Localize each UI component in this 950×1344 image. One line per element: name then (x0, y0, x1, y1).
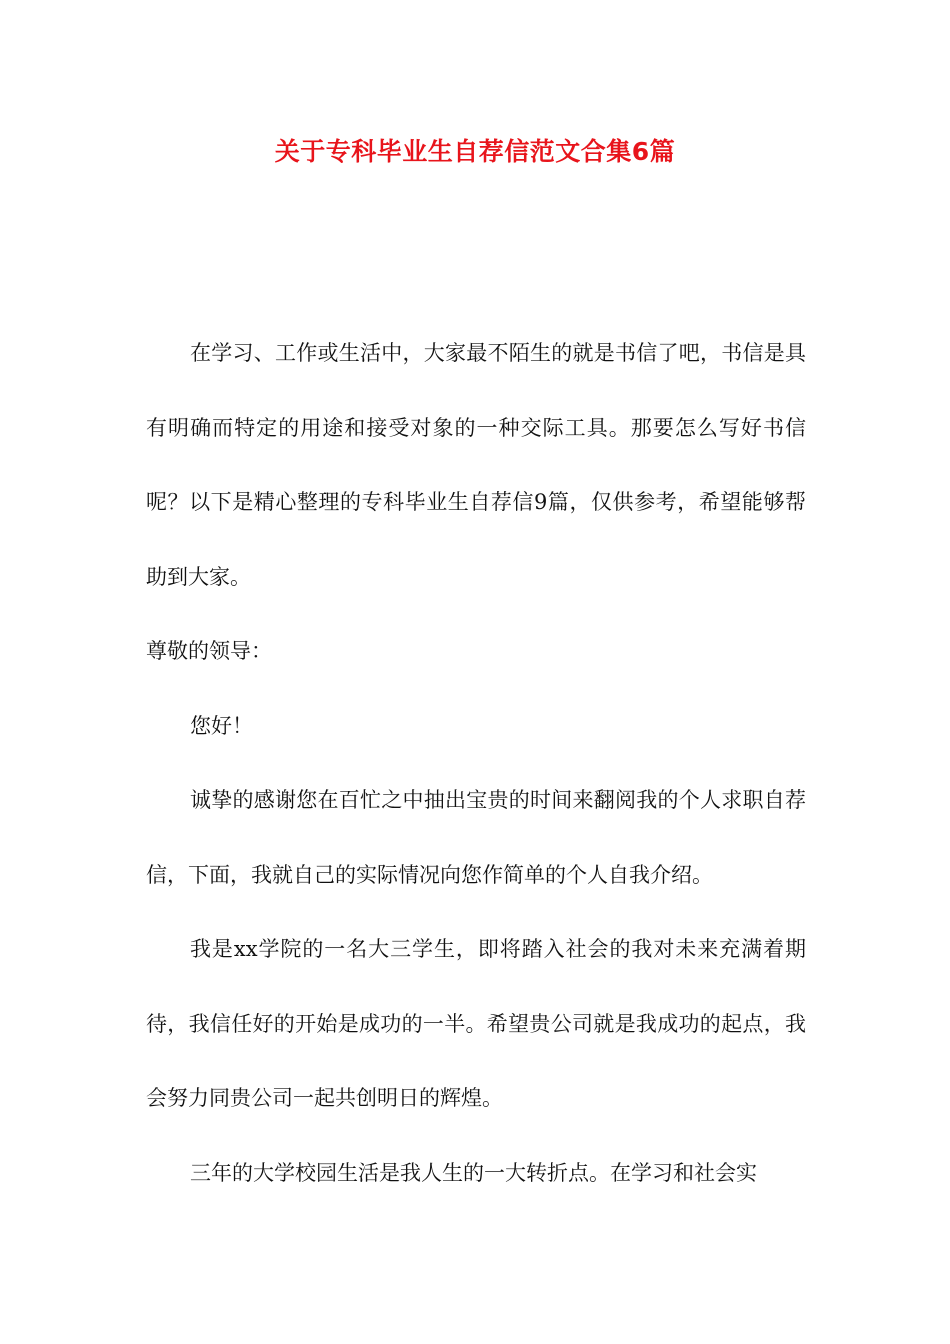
paragraph-intro: 在学习、工作或生活中，大家最不陌生的就是书信了吧，书信是具有明确而特定的用途和接受对象的一种交际工具。那要怎么写好书信呢？以下是精心整理的专科毕业生自荐信9篇，仅供参考，希望能够帮助到大家。 (146, 341, 806, 589)
paragraph-college-life: 三年的大学校园生活是我人生的一大转折点。在学习和社会实 (190, 1160, 757, 1185)
document-title: 关于专科毕业生自荐信范文合集6篇 (274, 137, 676, 166)
paragraph-thanks: 诚挚的感谢您在百忙之中抽出宝贵的时间来翻阅我的个人求职自荐信，下面，我就自己的实际情况向您作简单的个人自我介绍。 (146, 788, 806, 887)
paragraph-salutation: 尊敬的领导： (146, 639, 272, 663)
paragraph-self-intro: 我是xx学院的一名大三学生，即将踏入社会的我对未来充满着期待，我信任好的开始是成功的一半。希望贵公司就是我成功的起点，我会努力同贵公司一起共创明日的辉煌。 (146, 937, 806, 1110)
document-body (146, 316, 806, 1210)
paragraph-greeting: 您好！ (190, 713, 253, 738)
